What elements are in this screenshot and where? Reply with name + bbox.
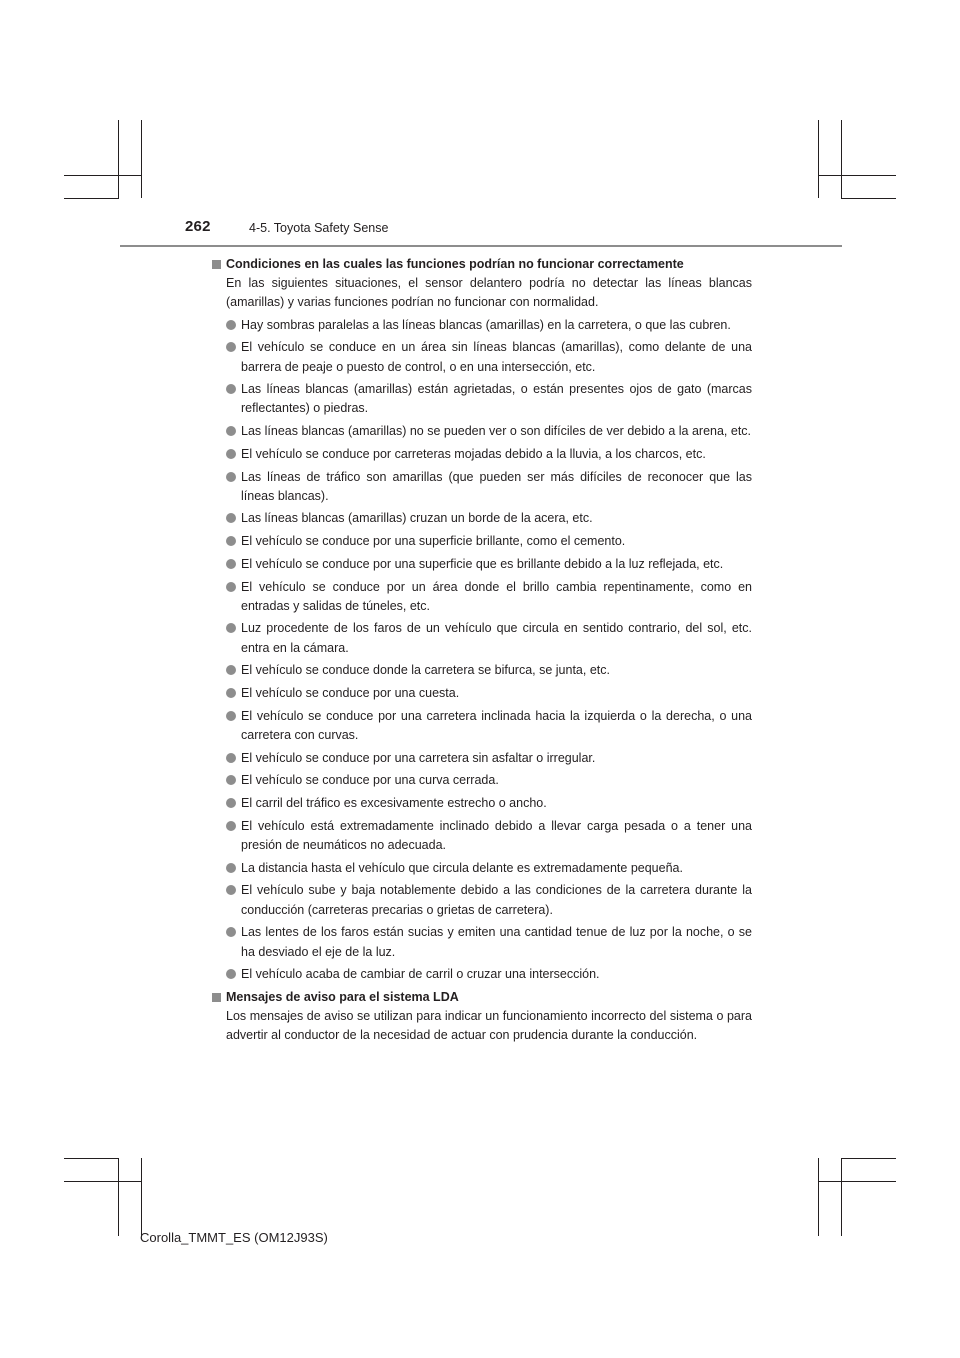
circle-bullet-icon xyxy=(226,426,236,436)
list-item: Las líneas de tráfico son amarillas (que pueden ser más difíciles de reconocer que las líneas blancas). xyxy=(226,468,752,506)
square-bullet-icon xyxy=(212,260,221,269)
circle-bullet-icon xyxy=(226,449,236,459)
header-divider xyxy=(120,245,842,247)
list-item: La distancia hasta el vehículo que circula delante es extremadamente pequeña. xyxy=(226,859,752,878)
circle-bullet-icon xyxy=(226,969,236,979)
crop-mark xyxy=(818,1158,819,1236)
page-number: 262 xyxy=(185,218,211,235)
circle-bullet-icon xyxy=(226,821,236,831)
crop-mark xyxy=(818,175,896,176)
list-item: Las líneas blancas (amarillas) cruzan un borde de la acera, etc. xyxy=(226,509,752,528)
section-heading-text: Mensajes de aviso para el sistema LDA xyxy=(226,989,459,1004)
crop-mark xyxy=(118,120,119,198)
section-heading xyxy=(212,988,752,1007)
list-item: El carril del tráfico es excesivamente estrecho o ancho. xyxy=(226,794,752,813)
circle-bullet-icon xyxy=(226,775,236,785)
circle-bullet-icon xyxy=(226,688,236,698)
list-item: El vehículo se conduce por una curva cerrada. xyxy=(226,771,752,790)
section-body: Los mensajes de aviso se utilizan para indicar un funcionamiento incorrecto del sistema o para advertir al conductor de la necesidad de actuar con prudencia durante la conducción. xyxy=(226,1009,752,1043)
list-item: El vehículo se conduce por una carretera sin asfaltar o irregular. xyxy=(226,749,752,768)
list-item: Luz procedente de los faros de un vehículo que circula en sentido contrario, del sol, etc. entra en la cámara. xyxy=(226,619,752,657)
condition-list xyxy=(212,316,752,985)
crop-mark xyxy=(64,198,119,199)
list-item: El vehículo se conduce por carreteras mojadas debido a la lluvia, a los charcos, etc. xyxy=(226,445,752,464)
crop-mark xyxy=(818,1181,896,1182)
crop-mark xyxy=(841,1158,842,1236)
list-item: El vehículo se conduce por una superficie que es brillante debido a la luz reflejada, etc. xyxy=(226,555,752,574)
circle-bullet-icon xyxy=(226,753,236,763)
list-item: Hay sombras paralelas a las líneas blancas (amarillas) en la carretera, o que las cubren. xyxy=(226,316,752,335)
circle-bullet-icon xyxy=(226,536,236,546)
crop-mark xyxy=(64,1181,142,1182)
circle-bullet-icon xyxy=(226,665,236,675)
section-heading-text: Condiciones en las cuales las funciones podrían no funcionar correctamente xyxy=(226,257,684,271)
section-heading xyxy=(212,255,752,274)
list-item: Las líneas blancas (amarillas) no se pueden ver o son difíciles de ver debido a la arena, etc. xyxy=(226,422,752,441)
list-item: Las líneas blancas (amarillas) están agrietadas, o están presentes ojos de gato (marcas reflectantes) o piedras. xyxy=(226,380,752,418)
crop-mark xyxy=(141,120,142,198)
list-item: Las lentes de los faros están sucias y emiten una cantidad tenue de luz por la noche, o se ha desviado el eje de la luz. xyxy=(226,923,752,961)
list-item: El vehículo está extremadamente inclinado debido a llevar carga pesada o a tener una presión de neumáticos no adecuada. xyxy=(226,817,752,855)
list-item: El vehículo se conduce por un área donde el brillo cambia repentinamente, como en entradas y salidas de túneles, etc. xyxy=(226,578,752,616)
list-item: El vehículo se conduce por una superficie brillante, como el cemento. xyxy=(226,532,752,551)
list-item: El vehículo se conduce en un área sin líneas blancas (amarillas), como delante de una barrera de peaje o puesto de control, o en una intersección, etc. xyxy=(226,338,752,376)
page-content xyxy=(212,253,752,1046)
circle-bullet-icon xyxy=(226,623,236,633)
circle-bullet-icon xyxy=(226,342,236,352)
circle-bullet-icon xyxy=(226,798,236,808)
crop-mark xyxy=(118,1158,119,1236)
document-code: Corolla_TMMT_ES (OM12J93S) xyxy=(140,1230,328,1245)
crop-mark xyxy=(841,120,842,198)
circle-bullet-icon xyxy=(226,885,236,895)
crop-mark xyxy=(141,1158,142,1236)
circle-bullet-icon xyxy=(226,320,236,330)
list-item: El vehículo sube y baja notablemente debido a las condiciones de la carretera durante la conducción (carreteras precarias o grietas de carretera). xyxy=(226,881,752,919)
crop-mark xyxy=(64,175,142,176)
circle-bullet-icon xyxy=(226,472,236,482)
crop-mark xyxy=(64,1158,119,1159)
section-label: 4-5. Toyota Safety Sense xyxy=(249,221,389,235)
circle-bullet-icon xyxy=(226,927,236,937)
crop-mark xyxy=(841,198,896,199)
circle-bullet-icon xyxy=(226,711,236,721)
list-item: El vehículo acaba de cambiar de carril o cruzar una intersección. xyxy=(226,965,752,984)
circle-bullet-icon xyxy=(226,384,236,394)
circle-bullet-icon xyxy=(226,582,236,592)
list-item: El vehículo se conduce donde la carretera se bifurca, se junta, etc. xyxy=(226,661,752,680)
square-bullet-icon xyxy=(212,993,221,1002)
list-item: El vehículo se conduce por una cuesta. xyxy=(226,684,752,703)
list-item: El vehículo se conduce por una carretera inclinada hacia la izquierda o la derecha, o una carretera con curvas. xyxy=(226,707,752,745)
circle-bullet-icon xyxy=(226,863,236,873)
section-intro: En las siguientes situaciones, el sensor delantero podría no detectar las líneas blancas (amarillas) y varias funciones podrían no funcionar con normalidad. xyxy=(226,276,752,310)
circle-bullet-icon xyxy=(226,513,236,523)
circle-bullet-icon xyxy=(226,559,236,569)
crop-mark xyxy=(818,120,819,198)
crop-mark xyxy=(841,1158,896,1159)
